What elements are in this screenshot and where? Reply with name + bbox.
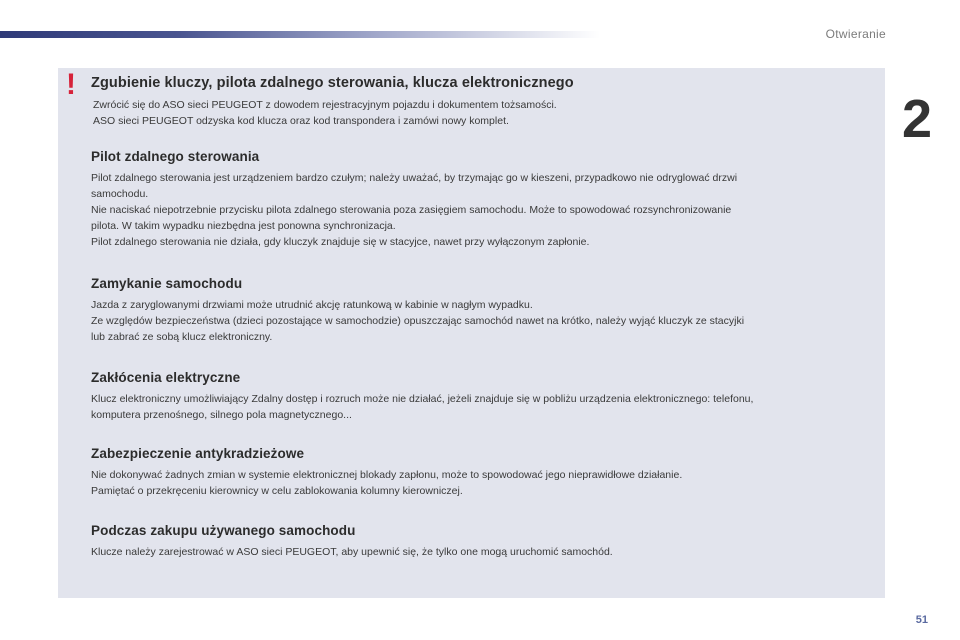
section-heading: Zabezpieczenie antykradzieżowe xyxy=(91,446,305,461)
text-line: komputera przenośnego, silnego pola magnetycznego... xyxy=(91,409,352,421)
section-anti-theft xyxy=(91,446,881,499)
text-line: Jazda z zaryglowanymi drzwiami może utrudnić akcję ratunkową w kabinie w nagłym wypadku. xyxy=(91,299,533,311)
chapter-number: 2 xyxy=(902,89,933,149)
text-line: Klucz elektroniczny umożliwiający Zdalny dostęp i rozruch może nie działać, jeżeli znajduje się w pobliżu urządzenia elektronicznego: telefonu, xyxy=(91,393,754,405)
section-locking xyxy=(91,276,881,345)
warning-block xyxy=(91,75,881,129)
section-used-car xyxy=(91,523,881,560)
text-line: Pilot zdalnego sterowania jest urządzeniem bardzo czułym; należy uważać, by trzymając go w kieszeni, przypadkowo nie odryglować drzwi xyxy=(91,172,738,184)
text-line: Klucze należy zarejestrować w ASO sieci PEUGEOT, aby upewnić się, że tylko one mogą uruchomić samochód. xyxy=(91,546,613,558)
section-heading: Podczas zakupu używanego samochodu xyxy=(91,523,356,538)
text-line: Pilot zdalnego sterowania nie działa, gdy kluczyk znajduje się w stacyjce, nawet przy wyłączonym zapłonie. xyxy=(91,236,590,248)
text-line: Zwrócić się do ASO sieci PEUGEOT z dowodem rejestracyjnym pojazdu i dokumentem tożsamości. xyxy=(93,99,557,111)
section-electrical-interference xyxy=(91,370,881,423)
exclamation-icon: ! xyxy=(66,68,76,101)
text-line: Nie naciskać niepotrzebnie przycisku pilota zdalnego sterowania poza zasięgiem samochodu. Może to spowodować rozsynchronizowanie xyxy=(91,204,732,216)
text-line: Nie dokonywać żadnych zmian w systemie elektronicznej blokady zapłonu, może to spowodować jego nieprawidłowe działanie. xyxy=(91,469,683,481)
section-body xyxy=(91,170,881,250)
text-line: ASO sieci PEUGEOT odzyska kod klucza oraz kod transpondera i zamówi nowy komplet. xyxy=(93,115,509,127)
page-number: 51 xyxy=(915,614,928,626)
text-line: Ze względów bezpieczeństwa (dzieci pozostające w samochodzie) opuszczając samochód nawet na krótko, należy wyjąć kluczyk ze stacyjki xyxy=(91,315,745,327)
warning-text xyxy=(91,97,881,129)
warning-title: Zgubienie kluczy, pilota zdalnego sterowania, klucza elektronicznego xyxy=(91,75,574,91)
section-body xyxy=(91,544,881,560)
header-gradient-bar xyxy=(0,31,600,38)
text-line: lub zabrać ze sobą klucz elektroniczny. xyxy=(91,331,273,343)
text-line: samochodu. xyxy=(91,188,149,200)
section-body xyxy=(91,467,881,499)
section-remote-control xyxy=(91,149,881,250)
section-body xyxy=(91,391,881,423)
section-body xyxy=(91,297,881,345)
section-heading: Pilot zdalnego sterowania xyxy=(91,149,260,164)
section-heading: Zakłócenia elektryczne xyxy=(91,370,241,385)
text-line: Pamiętać o przekręceniu kierownicy w celu zablokowania kolumny kierowniczej. xyxy=(91,485,463,497)
section-title: Otwieranie xyxy=(825,27,886,41)
section-heading: Zamykanie samochodu xyxy=(91,276,243,291)
text-line: pilota. W takim wypadku niezbędna jest ponowna synchronizacja. xyxy=(91,220,396,232)
